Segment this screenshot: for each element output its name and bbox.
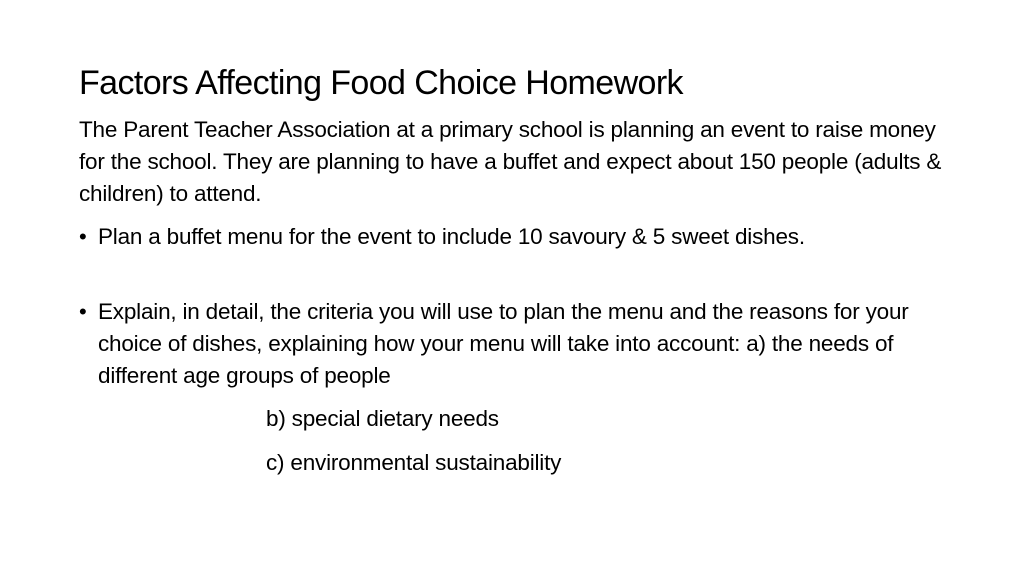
intro-paragraph: The Parent Teacher Association at a primary school is planning an event to raise money for the school. They are planning to have a buffet and expect about 150 people (adults & children) to attend.	[79, 117, 942, 206]
bullet-item	[79, 221, 959, 253]
slide-title: Factors Affecting Food Choice Homework	[79, 64, 683, 102]
bullet-item	[79, 296, 959, 392]
bullet-text: Explain, in detail, the criteria you will use to plan the menu and the reasons for your choice of dishes, explaining how your menu will take into account: a) the needs of different age groups of people	[98, 299, 909, 388]
bullet-icon: •	[79, 299, 87, 324]
sub-item-environmental-sustainability: c) environmental sustainability	[266, 450, 562, 475]
bullet-icon: •	[79, 224, 87, 249]
bullet-text: Plan a buffet menu for the event to include 10 savoury & 5 sweet dishes.	[98, 224, 805, 249]
sub-item-special-dietary-needs: b) special dietary needs	[266, 406, 499, 431]
